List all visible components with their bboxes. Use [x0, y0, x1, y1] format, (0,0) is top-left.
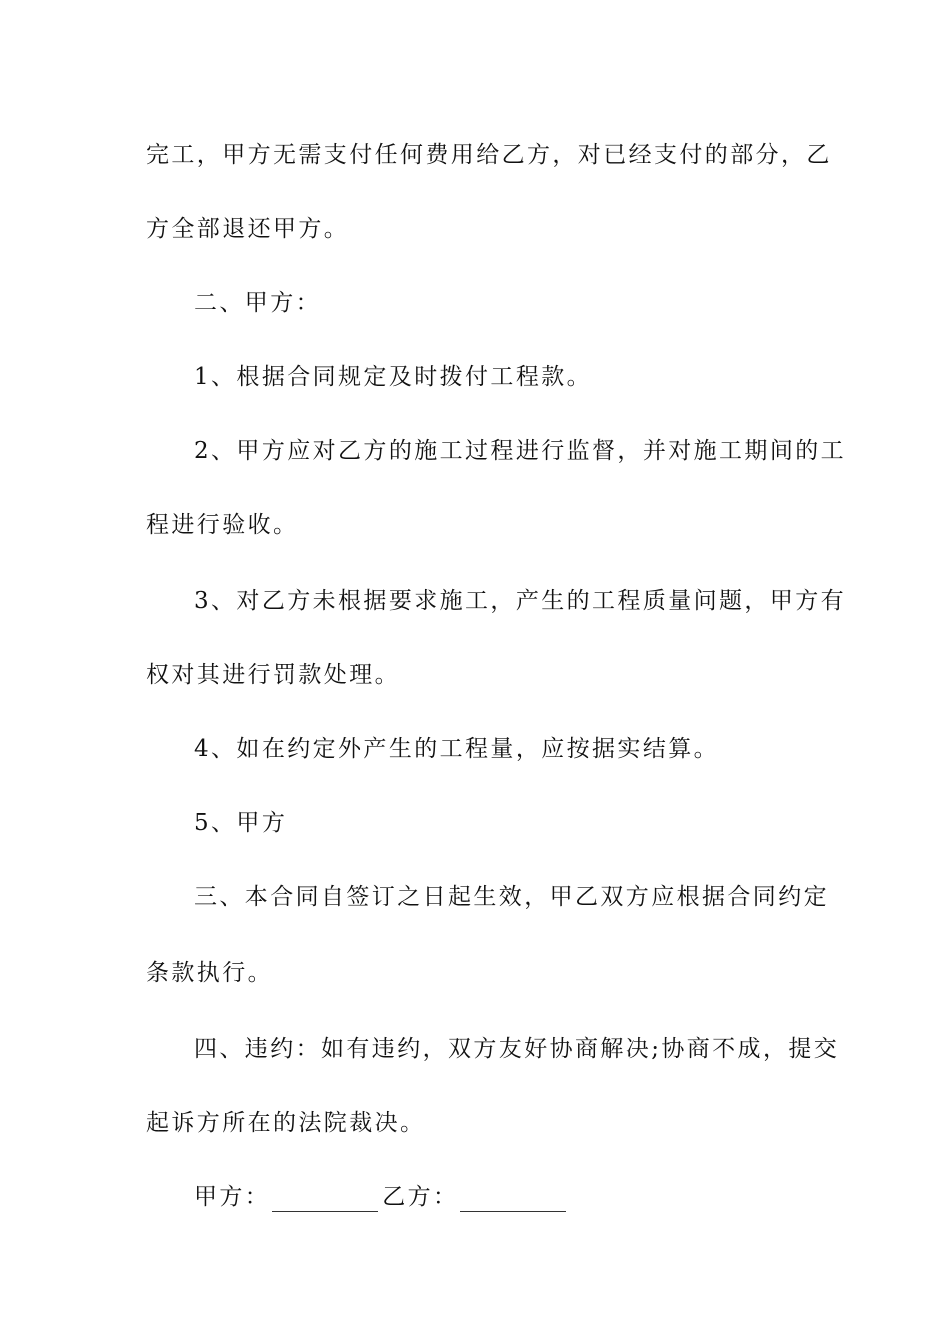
section-heading: 三、本合同自签订之日起生效，甲乙双方应根据合同约定	[194, 884, 829, 910]
list-item: 1、根据合同规定及时拨付工程款。	[194, 364, 593, 390]
paragraph-line: 完工，甲方无需支付任何费用给乙方，对已经支付的部分，乙	[146, 142, 832, 168]
party-a-signature-blank	[272, 1189, 378, 1212]
section-heading: 二、甲方：	[194, 290, 321, 316]
paragraph-line: 权对其进行罚款处理。	[146, 662, 400, 688]
paragraph-line: 条款执行。	[146, 960, 273, 986]
list-item: 3、对乙方未根据要求施工，产生的工程质量问题，甲方有	[194, 588, 847, 614]
signature-row	[194, 1182, 570, 1212]
list-item: 5、甲方	[194, 810, 288, 836]
paragraph-line: 程进行验收。	[146, 512, 299, 538]
list-item: 2、甲方应对乙方的施工过程进行监督，并对施工期间的工	[194, 438, 847, 464]
paragraph-line: 起诉方所在的法院裁决。	[146, 1110, 426, 1136]
party-a-label: 甲方：	[194, 1184, 271, 1210]
party-b-signature-blank	[460, 1189, 566, 1212]
paragraph-line: 方全部退还甲方。	[146, 216, 350, 242]
list-item: 4、如在约定外产生的工程量，应按据实结算。	[194, 736, 720, 762]
section-heading: 四、违约：如有违约，双方友好协商解决;协商不成，提交	[194, 1036, 840, 1062]
party-b-label: 乙方：	[382, 1184, 459, 1210]
